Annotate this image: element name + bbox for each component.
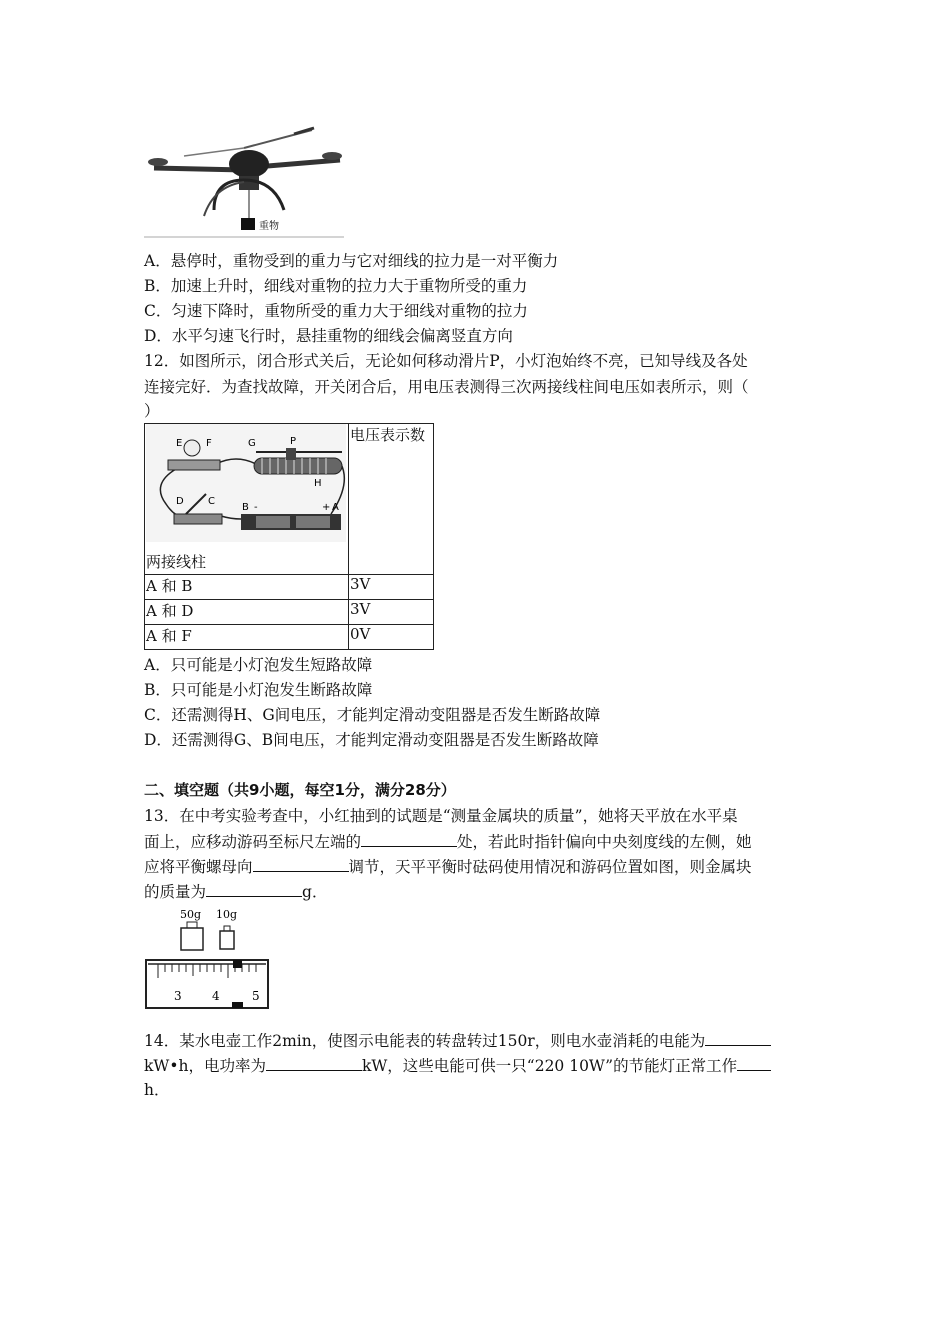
- q12-option-a: A．只可能是小灯泡发生短路故障: [144, 656, 373, 674]
- weight-label: 重物: [259, 221, 279, 232]
- circuit-label-p: P: [290, 436, 297, 447]
- q13-line1: 13．在中考实验考查中，小红抽到的试题是“测量金属块的质量”，她将天平放在水平桌: [144, 807, 738, 825]
- answer-blank[interactable]: [266, 1055, 362, 1071]
- table-header-voltage: 电压表示数: [349, 424, 434, 575]
- answer-blank[interactable]: [361, 831, 457, 847]
- q13-line2: [144, 831, 752, 852]
- scale-number-5: 5: [252, 989, 260, 1003]
- circuit-label-plus: +: [322, 502, 331, 513]
- q14-line1-a: 14．某水电壶工作2min，使图示电能表的转盘转过150r，则电水壶消耗的电能为: [144, 1032, 706, 1050]
- table-header-pair: 两接线柱: [146, 553, 207, 571]
- q13-line4-b: g．: [302, 883, 328, 901]
- q12-option-c: C．还需测得H、G间电压，才能判定滑动变阻器是否发生断路故障: [144, 706, 601, 724]
- weight-50g-label: 50g: [180, 908, 202, 921]
- table-cell-pair: A 和 F: [145, 625, 349, 650]
- table-header-cell-pair: [145, 424, 349, 575]
- q12-stem-line3: ）: [144, 402, 160, 420]
- circuit-label-f: F: [206, 438, 212, 449]
- q13-line3-a: 应将平衡螺母向: [144, 858, 253, 876]
- q14-line2-a: kW•h，电功率为: [144, 1057, 266, 1075]
- q14-line1: [144, 1030, 771, 1051]
- voltage-table: [144, 423, 434, 650]
- q13-line4-a: 的质量为: [144, 883, 207, 901]
- q13-line3: [144, 856, 752, 877]
- q11-option-d: D．水平匀速飞行时，悬挂重物的细线会偏离竖直方向: [144, 327, 513, 345]
- circuit-label-b: B: [242, 502, 249, 513]
- drone-figure: [144, 120, 344, 238]
- q12-option-d: D．还需测得G、B间电压，才能判定滑动变阻器是否发生断路故障: [144, 731, 599, 749]
- circuit-label-d: D: [176, 496, 184, 507]
- q12-stem-line2: 连接完好．为查找故障，开关闭合后，用电压表测得三次两接线柱间电压如表所示，则（: [144, 378, 749, 396]
- weight-10g-label: 10g: [216, 908, 238, 921]
- circuit-label-h: H: [314, 478, 322, 489]
- scale-number-3: 3: [174, 989, 182, 1003]
- q11-option-a: A．悬停时，重物受到的重力与它对细线的拉力是一对平衡力: [144, 252, 559, 270]
- q13-line2-a: 面上，应移动游码至标尺左端的: [144, 833, 362, 851]
- table-header-row: [145, 424, 434, 575]
- q11-option-b: B．加速上升时，细线对重物的拉力大于重物所受的重力: [144, 277, 528, 295]
- q13-line4: [144, 881, 327, 902]
- balance-figure: [144, 904, 272, 1010]
- table-cell-voltage: 0V: [349, 625, 434, 650]
- table-cell-voltage: 3V: [349, 575, 434, 600]
- table-row: [145, 575, 434, 600]
- table-row: [145, 600, 434, 625]
- circuit-label-g: G: [248, 438, 256, 449]
- answer-blank[interactable]: [206, 881, 302, 897]
- q14-line2-b: kW，这些电能可供一只“220 10W”的节能灯正常工作: [361, 1057, 738, 1075]
- circuit-label-e: E: [176, 438, 183, 449]
- table-cell-pair: A 和 B: [145, 575, 349, 600]
- table-cell-pair: A 和 D: [145, 600, 349, 625]
- circuit-label-a: A: [332, 502, 339, 513]
- circuit-label-minus: -: [254, 502, 258, 513]
- answer-blank[interactable]: [253, 856, 349, 872]
- q12-option-b: B．只可能是小灯泡发生断路故障: [144, 681, 373, 699]
- q13-line2-b: 处，若此时指针偏向中央刻度线的左侧，她: [457, 833, 752, 851]
- q14-line2: [144, 1055, 771, 1076]
- answer-blank[interactable]: [705, 1030, 771, 1046]
- section-heading: 二、填空题（共9小题，每空1分，满分28分）: [144, 781, 456, 799]
- answer-blank[interactable]: [737, 1055, 771, 1071]
- q14-line3: h．: [144, 1081, 170, 1099]
- table-row: [145, 625, 434, 650]
- q13-line3-b: 调节，天平平衡时砝码使用情况和游码位置如图，则金属块: [348, 858, 752, 876]
- scale-number-4: 4: [212, 989, 220, 1003]
- circuit-label-c: C: [208, 496, 215, 507]
- q12-stem-line1: 12．如图所示，闭合形式关后，无论如何移动滑片P，小灯泡始终不亮，已知导线及各处: [144, 352, 748, 370]
- circuit-diagram: [146, 424, 346, 542]
- q11-option-c: C．匀速下降时，重物所受的重力大于细线对重物的拉力: [144, 302, 528, 320]
- table-cell-voltage: 3V: [349, 600, 434, 625]
